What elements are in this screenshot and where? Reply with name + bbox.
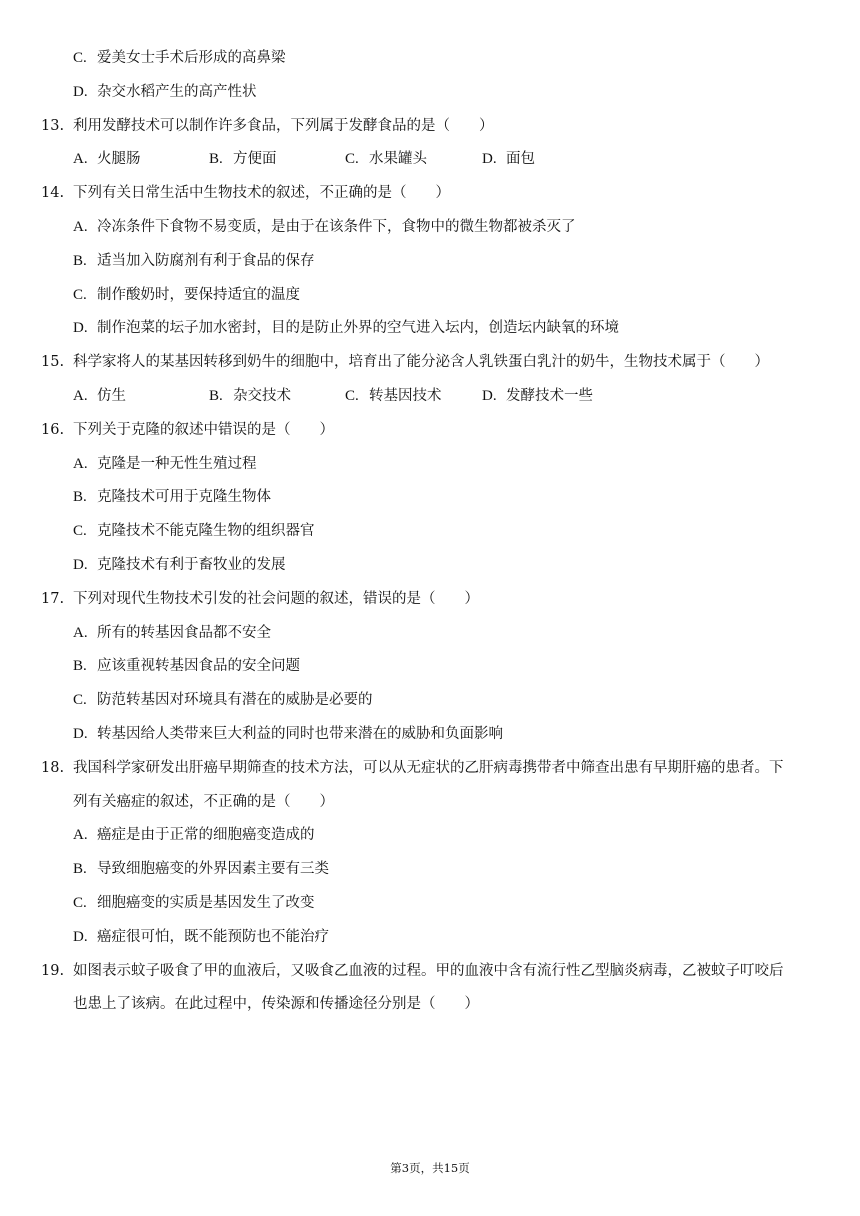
option-a [73,215,576,239]
question-number: 13. [41,117,65,134]
option-d [73,316,619,340]
question-13-options [0,147,860,181]
option-d [73,722,503,746]
option-letter: A. [73,218,88,235]
option-a [73,823,315,847]
option-letter: A. [73,624,88,641]
option-text: 制作酸奶时，要保持适宜的温度 [97,286,300,303]
option-text: 所有的转基因食品都不安全 [97,624,271,641]
option-letter: B. [73,489,87,506]
option-text: 杂交技术 [233,387,291,404]
question-13-stem [0,114,860,148]
option-c [345,147,427,171]
option-row [0,80,860,114]
option-row [0,283,860,317]
option-letter: B. [73,252,87,269]
question-text: 下列关于克隆的叙述中错误的是（ ） [73,421,334,438]
option-text: 冷冻条件下食物不易变质，是由于在该条件下，食物中的微生物都被杀灭了 [97,218,576,235]
question-text-continued: 也患上了该病。在此过程中，传染源和传播途径分别是（ ） [73,996,479,1013]
question-text: 下列对现代生物技术引发的社会问题的叙述，错误的是（ ） [73,590,479,607]
option-text: 爱美女士手术后形成的高鼻梁 [97,50,286,66]
option-text: 克隆技术可用于克隆生物体 [97,489,271,506]
option-row [0,46,860,80]
option-row [0,722,860,756]
option-letter: D. [73,725,88,742]
question-number: 16. [41,421,65,438]
option-text: 克隆技术不能克隆生物的组织器官 [97,523,315,540]
option-row [0,452,860,486]
option-b [73,654,300,678]
option-c [345,384,442,408]
option-letter: C. [73,286,87,303]
option-text: 转基因给人类带来巨大利益的同时也带来潜在的威胁和负面影响 [97,725,503,742]
option-c [73,891,315,915]
option-letter: B. [73,861,87,878]
question-17-stem [0,587,860,621]
option-letter: D. [482,151,497,168]
option-d [482,147,535,171]
option-b [73,485,271,509]
option-letter: C. [345,387,359,404]
option-text: 防范转基因对环境具有潜在的威胁是必要的 [97,692,373,709]
option-letter: A. [73,827,88,844]
question-text-continued: 列有关癌症的叙述，不正确的是（ ） [73,793,334,810]
page-content [0,46,860,1026]
option-b [73,249,315,273]
option-row [0,891,860,925]
option-row [0,654,860,688]
option-a [73,452,257,476]
option-letter: B. [209,387,223,404]
option-d [482,384,593,408]
option-text: 癌症是由于正常的细胞癌变造成的 [97,827,315,844]
question-text: 如图表示蚊子吸食了甲的血液后，又吸食乙血液的过程。甲的血液中含有流行性乙型脑炎病毒，乙被蚊子叮咬后 [73,962,784,979]
option-letter: D. [73,928,88,945]
option-text: 仿生 [97,387,126,404]
option-text: 火腿肠 [97,151,141,168]
option-d [73,80,257,104]
option-row [0,857,860,891]
option-d [73,553,286,577]
option-row [0,621,860,655]
option-letter: C. [73,692,87,709]
option-text: 克隆是一种无性生殖过程 [97,455,257,472]
option-letter: A. [73,151,88,168]
option-text: 应该重视转基因食品的安全问题 [97,658,300,675]
page-number: 第3页，共15页 [390,1161,470,1175]
question-15-options [0,384,860,418]
question-18-stem-continued [0,790,860,824]
option-text: 面包 [506,151,535,168]
question-text: 我国科学家研发出肝癌早期筛查的技术方法，可以从无症状的乙肝病毒携带者中筛查出患有早期肝癌的患者。下 [73,759,784,776]
question-19-stem [0,959,860,993]
question-15-stem [0,350,860,384]
option-letter: D. [73,320,88,337]
option-text: 杂交水稻产生的高产性状 [97,83,257,100]
option-a [73,147,141,171]
option-a [73,621,271,645]
option-text: 方便面 [233,151,277,168]
question-number: 18. [41,759,65,776]
option-letter: D. [73,556,88,573]
option-text: 转基因技术 [369,387,442,404]
page-footer [0,1158,860,1178]
option-row [0,215,860,249]
option-text: 水果罐头 [369,151,427,168]
option-text: 克隆技术有利于畜牧业的发展 [97,556,286,573]
option-c [73,519,315,543]
option-text: 导致细胞癌变的外界因素主要有三类 [97,861,329,878]
option-d [73,925,329,949]
option-letter: D. [482,387,497,404]
option-text: 癌症很可怕，既不能预防也不能治疗 [97,928,329,945]
option-b [209,147,277,171]
option-row [0,249,860,283]
question-text: 科学家将人的某基因转移到奶牛的细胞中，培育出了能分泌含人乳铁蛋白乳汁的奶牛，生物技术属于（ ） [73,354,769,371]
question-text: 下列有关日常生活中生物技术的叙述，不正确的是（ ） [73,185,450,202]
question-19-stem-continued [0,992,860,1026]
option-row [0,553,860,587]
option-row [0,925,860,959]
option-letter: A. [73,387,88,404]
question-16-stem [0,418,860,452]
option-letter: A. [73,455,88,472]
option-row [0,688,860,722]
question-18-stem [0,756,860,790]
option-row [0,316,860,350]
option-letter: B. [209,151,223,168]
option-c [73,688,373,712]
option-text: 发酵技术一些 [506,387,593,404]
option-row [0,485,860,519]
option-a [73,384,126,408]
option-letter: C. [73,50,87,66]
question-number: 15. [41,354,65,371]
option-letter: C. [345,151,359,168]
option-row [0,519,860,553]
option-text: 适当加入防腐剂有利于食品的保存 [97,252,315,269]
question-14-stem [0,181,860,215]
question-number: 19. [41,962,65,979]
option-text: 制作泡菜的坛子加水密封，目的是防止外界的空气进入坛内，创造坛内缺氧的环境 [97,320,619,337]
option-row [0,823,860,857]
option-c [73,46,286,70]
option-b [73,857,329,881]
question-number: 14. [41,185,65,202]
option-letter: D. [73,83,88,100]
option-c [73,283,300,307]
question-number: 17. [41,590,65,607]
option-letter: C. [73,523,87,540]
option-text: 细胞癌变的实质是基因发生了改变 [97,894,315,911]
question-text: 利用发酵技术可以制作许多食品，下列属于发酵食品的是（ ） [73,117,494,134]
option-letter: C. [73,894,87,911]
option-b [209,384,291,408]
option-letter: B. [73,658,87,675]
